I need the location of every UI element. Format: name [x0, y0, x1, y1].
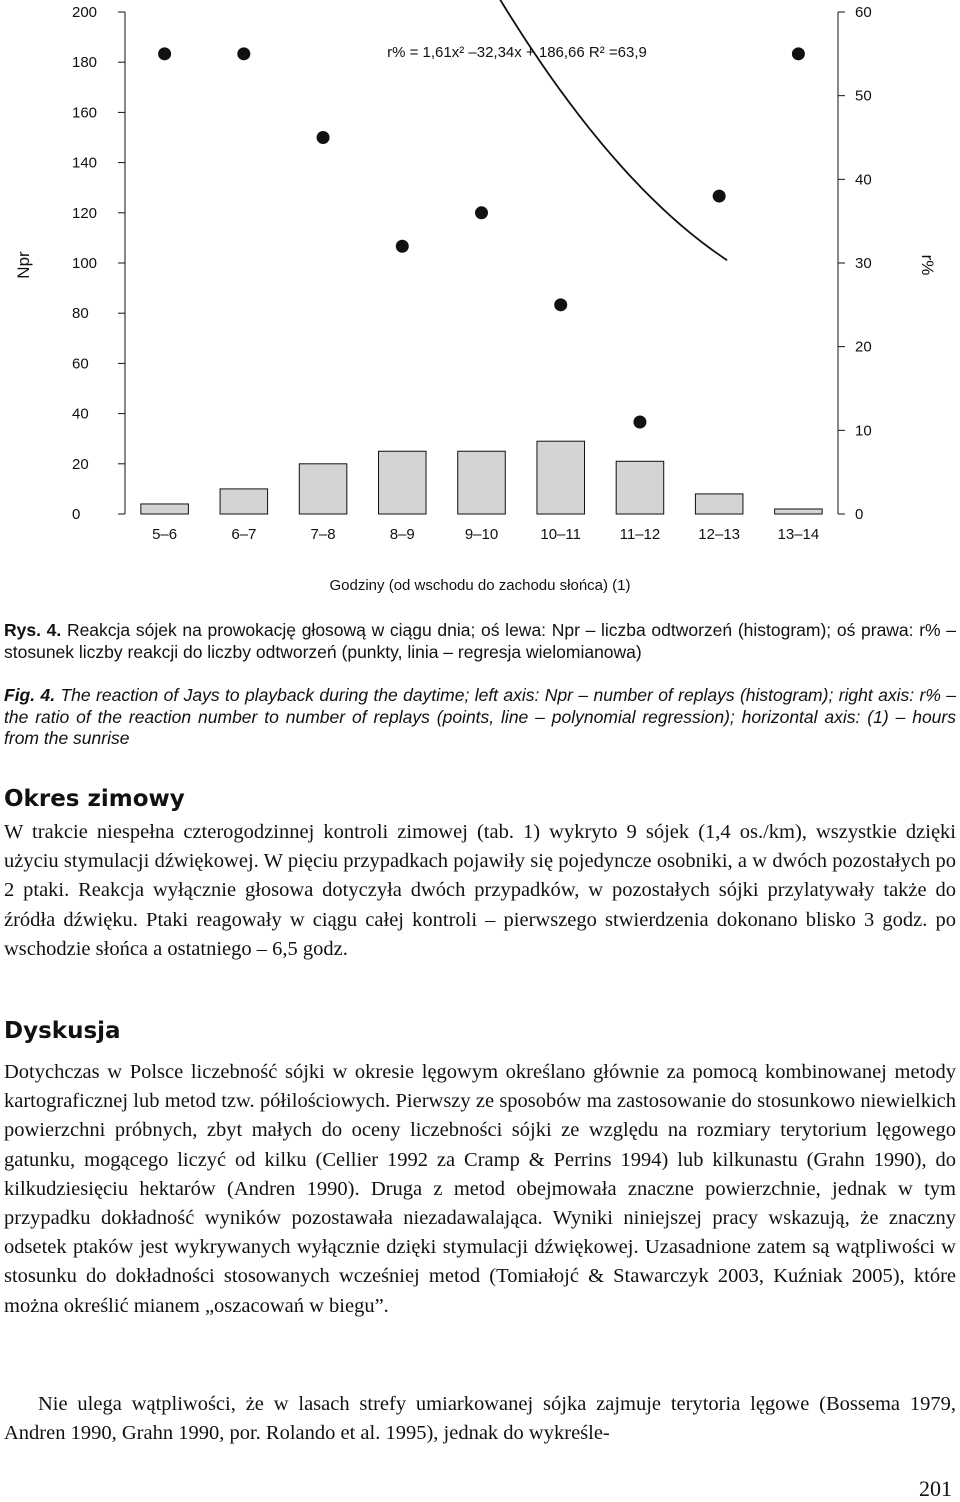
data-point — [158, 47, 171, 60]
left-axis-label: Npr — [14, 251, 33, 279]
left-axis-tick-label: 140 — [72, 154, 98, 172]
data-point — [713, 190, 726, 203]
data-point — [554, 298, 567, 311]
paragraph-winter: W trakcie niespełna czterogodzinnej kontroli zimowej (tab. 1) wykryto 9 sójek (1,4 os./km), wszystkie dzięki użyciu stymulacji dźwiękowej. W pięciu przypadkach pojawiły się pojedyncze osobniki, a w dwóch pozostałych po 2 ptaki. Reakcja wyłącznie głosowa dotyczyła dwóch przypadków, w pozostałych sójki przylatywały także do źródła dźwięku. Ptaki reagowały w ciągu całej kontroli – pierwszego stwierdzenia dokonano blisko 3 godz. po wschodzie słońca a ostatniego – 6,5 godz. — [4, 821, 956, 960]
data-point — [475, 206, 488, 219]
right-axis-tick-label: 20 — [855, 338, 872, 356]
x-axis-tick-label: 6–7 — [231, 526, 257, 543]
data-point — [396, 240, 409, 253]
right-axis-tick-label: 40 — [855, 171, 872, 189]
data-point — [792, 47, 805, 60]
caption-en-text: The reaction of Jays to playback during the daytime; left axis: Npr – number of replays (histogram); right axis: r% – the ratio of the reaction number to number of replays (points, line – polynomial regression); horizontal axis: (1) – hours from the sunrise — [4, 685, 957, 748]
histogram-bar — [220, 489, 268, 514]
caption-pl — [4, 620, 956, 663]
x-axis-tick-label: 12–13 — [698, 526, 741, 543]
data-point — [237, 47, 250, 60]
x-axis-tick-label: 11–12 — [619, 526, 661, 543]
histogram-bar — [537, 441, 585, 514]
histogram-bar — [695, 494, 743, 514]
section-title-discussion: Dyskusja — [4, 1018, 121, 1044]
page-number: 201 — [919, 1476, 952, 1501]
x-axis-title: Godziny (od wschodu do zachodu słońca) (1) — [329, 577, 631, 594]
histogram-bar — [458, 451, 506, 514]
left-axis-tick-label: 100 — [72, 255, 98, 272]
figure-chart — [0, 0, 960, 600]
x-axis-tick-label: 5–6 — [152, 526, 178, 543]
right-axis-label: r% — [918, 254, 937, 276]
regression-curve — [240, 0, 727, 260]
left-axis-tick-label: 160 — [72, 104, 98, 122]
caption-en-label: Fig. 4. — [4, 685, 56, 705]
caption-pl-text: Reakcja sójek na prowokację głosową w ciągu dnia; oś lewa: Npr – liczba odtworzeń (histogram); oś prawa: r% – stosunek liczby reakcji do liczby odtworzeń (punkty, linia – regresja wielomianowa) — [4, 620, 956, 662]
section-title-winter: Okres zimowy — [4, 786, 185, 812]
histogram-bar — [775, 509, 823, 514]
histogram-bar — [299, 464, 347, 514]
right-axis-tick-label: 60 — [855, 4, 872, 21]
x-axis-tick-label: 13–14 — [777, 526, 820, 543]
histogram-bar — [379, 451, 427, 514]
regression-equation: r% = 1,61x² –32,34x + 186,66 R² =63,9 — [387, 44, 647, 61]
left-axis-tick-label: 80 — [72, 305, 89, 323]
right-axis-tick-label: 30 — [855, 255, 872, 272]
left-axis-tick-label: 40 — [72, 405, 89, 423]
left-axis-tick-label: 0 — [72, 506, 81, 523]
x-axis-tick-label: 8–9 — [389, 526, 415, 543]
paragraph-discussion-1: Dotychczas w Polsce liczebność sójki w okresie lęgowym określano głównie za pomocą kombinowanej metody kartograficznej lub metod tzw. półilościowych. Pierwszy ze sposobów ma zastosowanie do stosunkowo niewielkich powierzchni próbnych, zbyt małych do oceny liczebności sójki ze względu na rozmiary terytorium lęgowego gatunku, mogącego liczyć od kilku (Cellier 1992 za Cramp & Perrins 1994) lub kilkunastu (Grahn 1990), do kilkudziesięciu hektarów (Andren 1990). Druga z metod obejmowała znaczne powierzchnie, jednak w tym przypadku dokładność wyników pozostawała niezadawalająca. Wyniki niniejszej pracy wskazują, że znaczny odsetek ptaków jest wykrywanych wyłącznie dzięki stymulacji dźwiękowej. Uzasadnione zatem są wątpliwości w stosunku do dokładności stosowanych wcześniej metod (Tomiałojć & Stawarczyk 2003, Kuźniak 2005), które można określić mianem „oszacowań w biegu”. — [4, 1061, 956, 1317]
histogram-bar — [141, 504, 189, 514]
left-axis-tick-label: 120 — [72, 204, 98, 222]
caption-pl-label: Rys. 4. — [4, 620, 62, 640]
left-axis-tick-label: 20 — [72, 455, 89, 473]
data-point — [317, 131, 330, 144]
paragraph-discussion-2: Nie ulega wątpliwości, że w lasach strefy umiarkowanej sójka zajmuje terytoria lęgowe (Bossema 1979, Andren 1990, Grahn 1990, por. Rolando et al. 1995), jednak do wykreśle- — [4, 1393, 956, 1445]
x-axis-tick-label: 10–11 — [540, 526, 582, 543]
right-axis-tick-label: 0 — [855, 506, 864, 523]
histogram-bar — [616, 461, 664, 514]
data-point — [633, 415, 646, 428]
left-axis-tick-label: 60 — [72, 355, 89, 373]
x-axis-tick-label: 9–10 — [464, 526, 499, 543]
right-axis-tick-label: 10 — [855, 422, 872, 440]
x-axis-tick-label: 7–8 — [310, 526, 336, 543]
caption-en — [4, 685, 956, 750]
left-axis-tick-label: 200 — [72, 4, 98, 21]
left-axis-tick-label: 180 — [72, 54, 98, 72]
right-axis-tick-label: 50 — [855, 87, 872, 105]
